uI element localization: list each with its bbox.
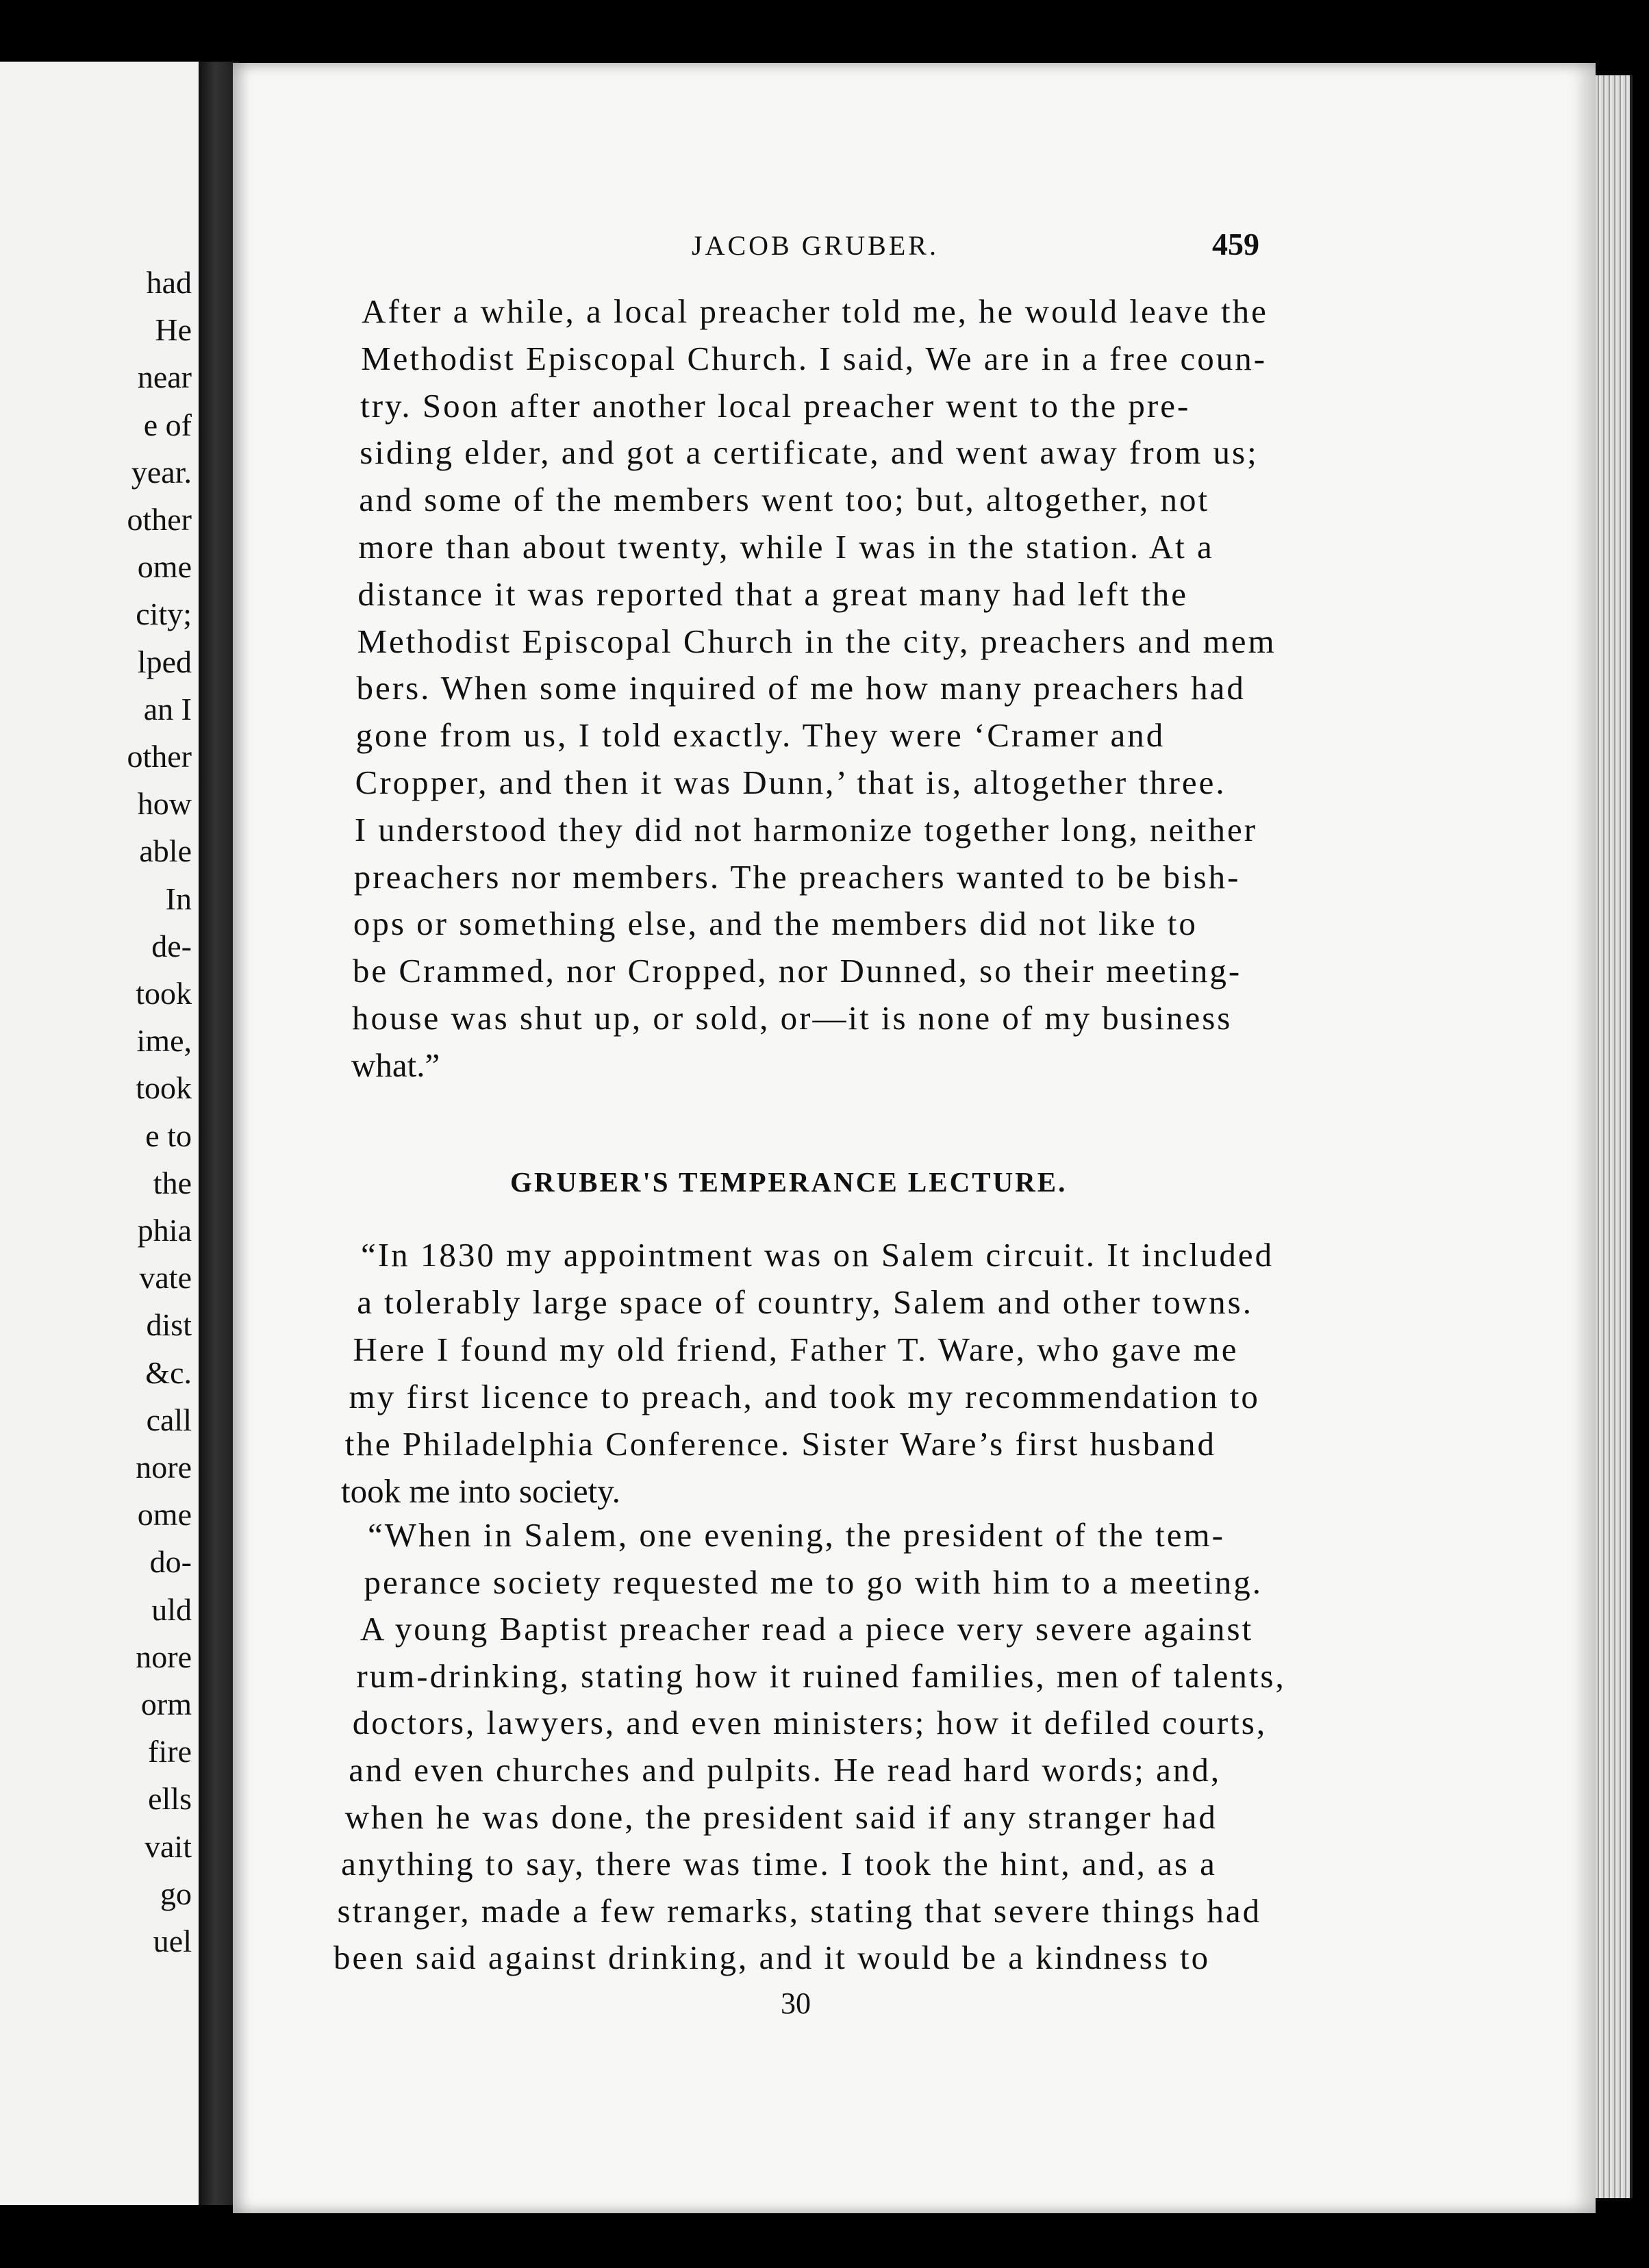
text-line: more than about twenty, while I was in the station. At a [358,528,1214,566]
left-page-text-fragment: the [153,1165,192,1200]
left-page-text-fragment: nore [136,1450,192,1485]
left-page-text-fragment: took [136,976,192,1011]
text-line: Here I found my old friend, Father T. Ware, who gave me [353,1331,1239,1368]
left-page-text-fragment: an I [143,691,192,727]
left-page-text-fragment: ome [137,549,192,585]
text-line: bers. When some inquired of me how many preachers had [356,669,1246,707]
book-page [233,63,1596,2213]
page-number: 459 [1212,227,1259,262]
text-line: siding elder, and got a certificate, and went away from us; [360,433,1259,472]
text-line: Methodist Episcopal Church in the city, preachers and mem [357,622,1276,660]
left-page-text-fragment: ime, [136,1023,192,1059]
left-page-text-fragment: city; [136,596,192,632]
text-line: distance it was reported that a great many had left the [357,575,1189,613]
left-page-text-fragment: vate [139,1260,192,1296]
text-line: gone from us, I told exactly. They were ‘Cramer and [355,716,1166,755]
left-page-text-fragment: how [137,786,192,822]
left-page-text-fragment: do- [149,1544,192,1580]
left-page-text-fragment: phia [137,1213,192,1248]
text-line: After a while, a local preacher told me, he would leave the [362,292,1268,330]
page-edge-stack [1596,75,1633,2198]
text-line: anything to say, there was time. I took the hint, and, as a [341,1845,1217,1883]
text-line: my first licence to preach, and took my recommendation to [349,1378,1260,1415]
left-page-text-fragment: ome [137,1497,192,1533]
signature-mark: 30 [781,1987,811,2020]
text-line: and even churches and pulpits. He read hard words; and, [349,1751,1222,1789]
section-heading: GRUBER'S TEMPERANCE LECTURE. [510,1166,1068,1198]
left-page-text-fragment: e of [143,407,192,442]
text-line: A young Baptist preacher read a piece very severe against [360,1610,1254,1648]
left-page-text-fragment: nore [136,1639,192,1674]
left-page-text-fragment: call [146,1402,192,1437]
text-line: Cropper, and then it was Dunn,’ that is, altogether three. [355,764,1226,801]
text-line: preachers nor members. The preachers wanted to be bish- [353,857,1241,896]
text-line: “When in Salem, one evening, the president of the tem- [368,1516,1225,1554]
text-line: when he was done, the president said if any stranger had [344,1798,1218,1836]
text-line: be Crammed, nor Cropped, nor Dunned, so their meeting- [352,952,1242,990]
text-line: perance society requested me to go with him to a meeting. [364,1563,1263,1601]
left-page-text-fragment: lped [137,644,192,679]
left-page-text-fragment: near [137,360,192,395]
left-page-text-fragment: able [139,833,192,869]
text-line: a tolerably large space of country, Salem and other towns. [357,1283,1253,1321]
left-page-text-fragment: He [155,312,192,348]
left-page-text-fragment: uld [151,1591,192,1627]
text-line: and some of the members went too; but, altogether, not [359,481,1210,519]
left-page-text-fragment: &c. [145,1354,192,1390]
left-page-text-fragment: took [136,1070,192,1106]
text-line: what.” [351,1046,440,1084]
left-facing-page [0,62,203,2205]
left-page-text-fragment: orm [140,1687,192,1722]
text-line: stranger, made a few remarks, stating that severe things had [337,1891,1262,1930]
text-line: doctors, lawyers, and even ministers; how it defiled courts, [352,1704,1268,1742]
left-page-text-fragment: dist [146,1307,192,1343]
running-header: JACOB GRUBER. [692,230,939,261]
text-line: Methodist Episcopal Church. I said, We are in a free coun- [361,339,1268,377]
text-line: house was shut up, or sold, or—it is none of my business [351,999,1233,1037]
left-page-text-fragment: In [165,881,192,916]
left-page-text-fragment: vait [144,1828,192,1864]
left-page-text-fragment: ells [148,1781,192,1817]
text-line: took me into society. [341,1472,620,1510]
left-page-text-fragment: go [160,1876,192,1911]
left-page-text-fragment: other [127,739,192,774]
text-line: try. Soon after another local preacher went to the pre- [360,386,1191,425]
left-page-text-fragment: had [146,265,192,300]
left-page-text-fragment: de- [151,928,192,963]
text-line: been said against drinking, and it would be a kindness to [333,1939,1211,1977]
text-line: the Philadelphia Conference. Sister Ware’s first husband [344,1425,1216,1463]
left-page-text-fragment: other [127,502,192,537]
left-page-text-fragment: fire [148,1734,192,1769]
text-line: rum-drinking, stating how it ruined families, men of talents, [356,1656,1286,1695]
text-line: “In 1830 my appointment was on Salem circuit. It included [361,1236,1274,1274]
text-line: ops or something else, and the members did not like to [353,905,1198,943]
left-page-text-fragment: year. [131,454,192,490]
left-page-text-fragment: e to [145,1118,192,1153]
text-line: I understood they did not harmonize together long, neither [354,810,1258,848]
left-page-text-fragment: uel [153,1924,192,1958]
